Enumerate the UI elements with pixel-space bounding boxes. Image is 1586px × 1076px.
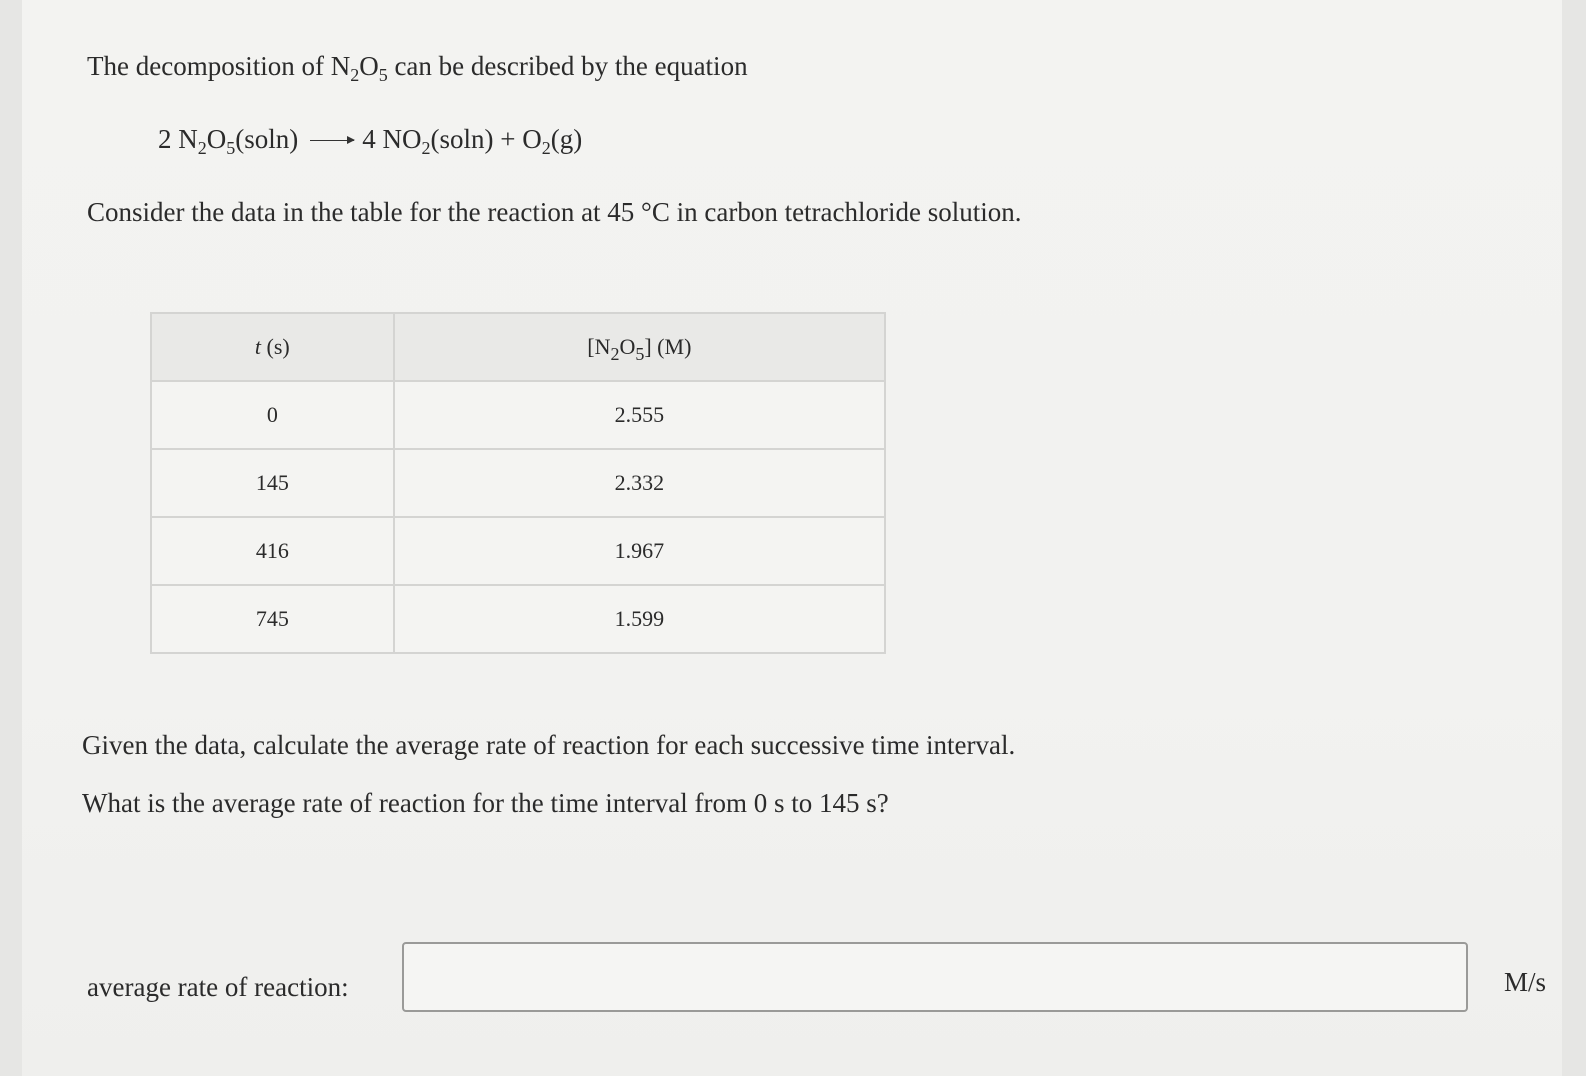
question-panel [22,0,1562,1076]
consider-text: Consider the data in the table for the reaction at 45 °C in carbon tetrachloride solution. [87,197,1022,227]
table-row [151,449,885,517]
cell-time: 416 [151,517,394,585]
reaction-equation: 2 $N_2O_5(soln)$ 4 $NO_2(soln) + O_2(g)$ [158,124,583,158]
answer-label: average rate of reaction: [87,972,349,1002]
table-row [151,585,885,653]
data-table [150,312,886,654]
average-rate-input[interactable] [402,942,1468,1012]
instruction-text: Given the data, calculate the average rate of reaction for each successive time interval. [82,730,1016,760]
cell-time: 145 [151,449,394,517]
cell-time: 0 [151,381,394,449]
reaction-arrow-icon [310,140,354,141]
cell-time: 745 [151,585,394,653]
intro-text: The decomposition of $N_2O_5$ can be described by the equation [87,51,748,85]
cell-concentration: 1.599 [394,585,885,653]
cell-concentration: 2.332 [394,449,885,517]
cell-concentration: 1.967 [394,517,885,585]
header-time: t (s) [151,313,394,381]
header-concentration: $[N_2O_5]$ (M) [394,313,885,381]
table-row [151,381,885,449]
table-row [151,517,885,585]
unit-label: M/s [1504,967,1547,997]
table-header-row [151,313,885,381]
cell-concentration: 2.555 [394,381,885,449]
question-text: What is the average rate of reaction for the time interval from 0 s to 145 s? [82,788,889,818]
